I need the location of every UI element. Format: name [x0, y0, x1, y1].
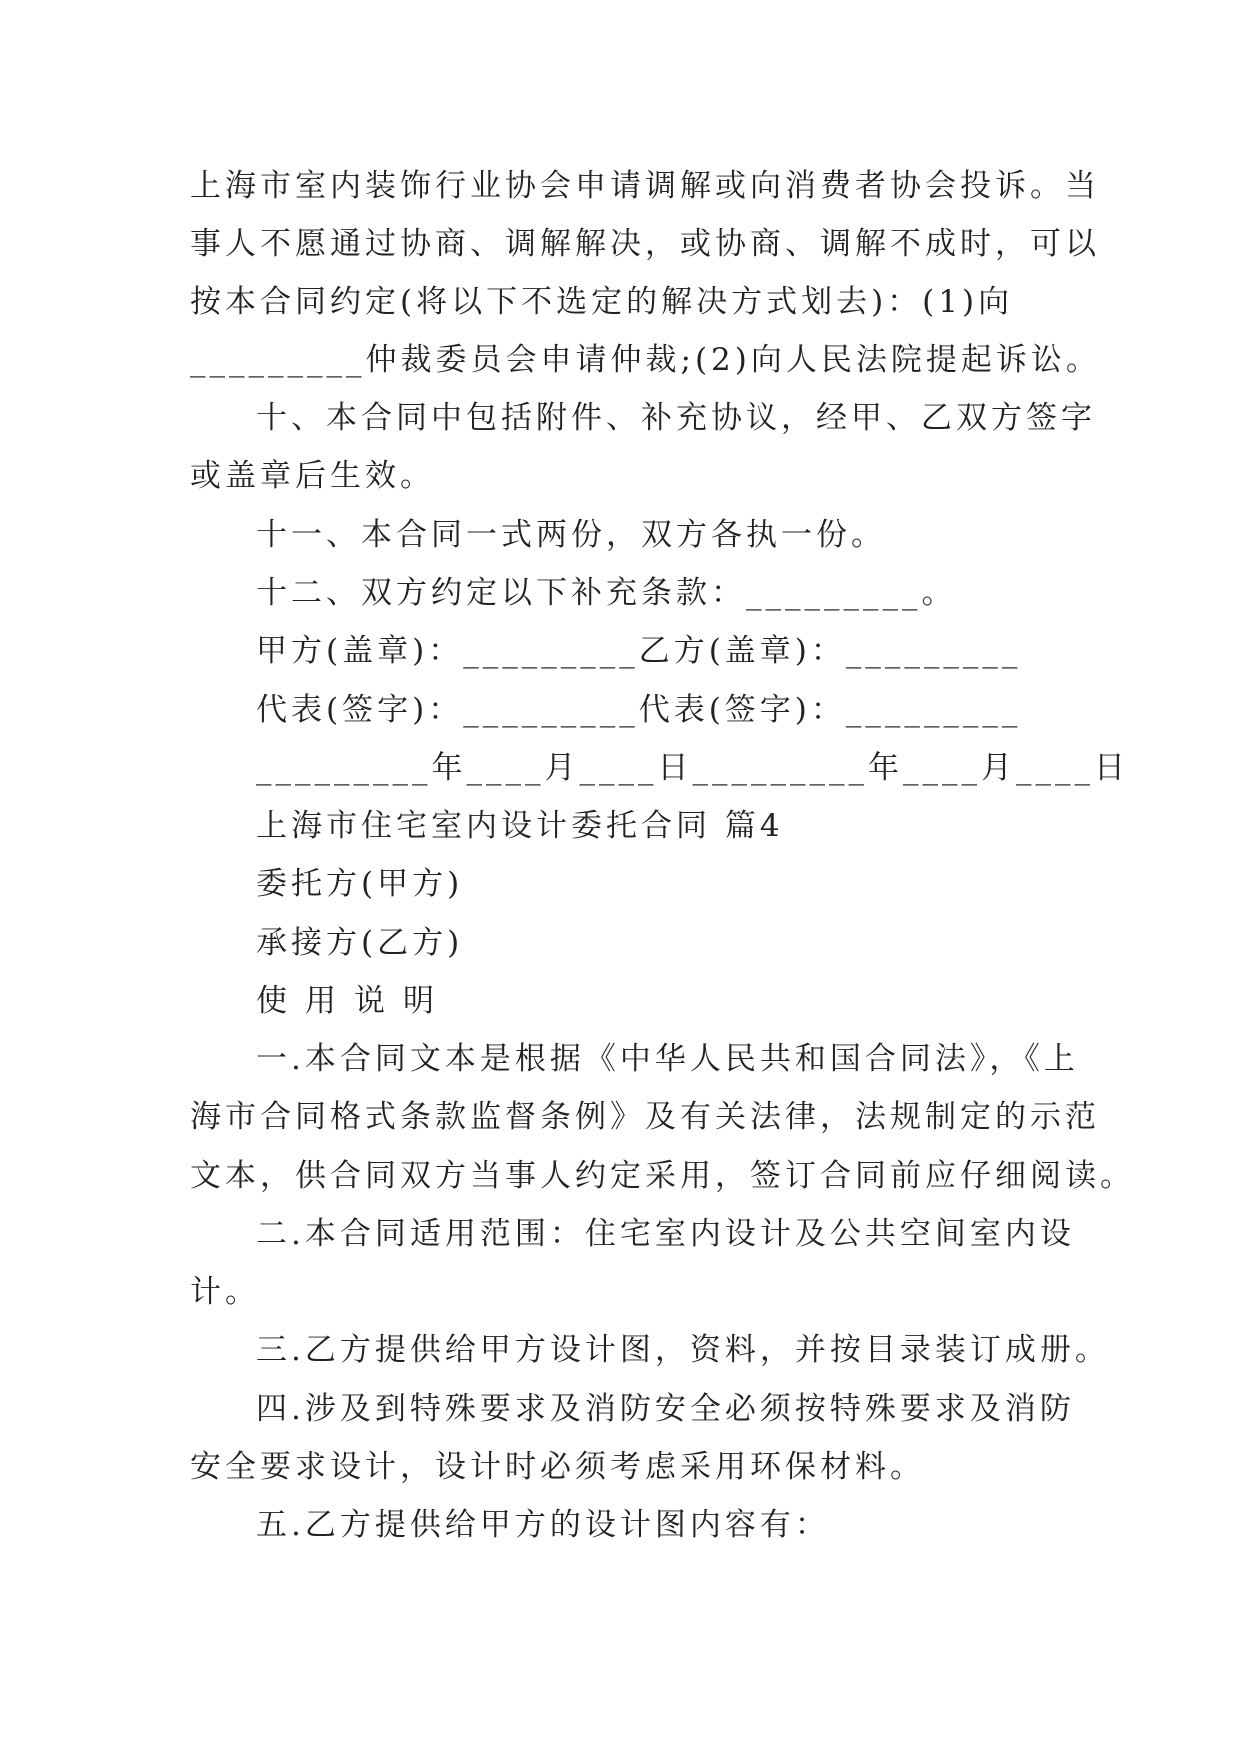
- text-line: 文本，供合同双方当事人约定采用，签订合同前应仔细阅读。: [190, 1158, 1135, 1194]
- text-line: 安全要求设计，设计时必须考虑采用环保材料。: [190, 1449, 925, 1485]
- signature-date-line: _________年____月____日_________年____月____日: [256, 750, 1129, 786]
- text-line: 海市合同格式条款监督条例》及有关法律，法规制定的示范: [190, 1099, 1100, 1135]
- instructions-heading: 使用说明: [256, 983, 452, 1019]
- section-title: 上海市住宅室内设计委托合同 篇4: [256, 808, 784, 844]
- instruction-2: 二.本合同适用范围：住宅室内设计及公共空间室内设: [256, 1216, 1075, 1252]
- party-a-label: 委托方(甲方): [256, 866, 464, 902]
- clause-12: 十二、双方约定以下补充条款：_________。: [256, 575, 957, 611]
- clause-11: 十一、本合同一式两份，双方各执一份。: [256, 517, 886, 553]
- instruction-4: 四.涉及到特殊要求及消防安全必须按特殊要求及消防: [256, 1391, 1075, 1427]
- text-line: 或盖章后生效。: [190, 458, 435, 494]
- signature-representative-line: 代表(签字)：_________代表(签字)：_________: [256, 692, 1022, 728]
- party-b-label: 承接方(乙方): [256, 925, 464, 961]
- text-line: 计。: [190, 1274, 260, 1310]
- instruction-1: 一.本合同文本是根据《中华人民共和国合同法》，《上: [256, 1041, 1079, 1077]
- text-line: 事人不愿通过协商、调解解决，或协商、调解不成时，可以: [190, 226, 1100, 262]
- signature-seal-line: 甲方(盖章)：_________乙方(盖章)：_________: [256, 633, 1022, 669]
- text-line: _________仲裁委员会申请仲裁;(2)向人民法院提起诉讼。: [190, 342, 1101, 378]
- instruction-5: 五.乙方提供给甲方的设计图内容有：: [256, 1507, 830, 1543]
- instruction-3: 三.乙方提供给甲方设计图，资料，并按目录装订成册。: [256, 1332, 1110, 1368]
- text-line: 按本合同约定(将以下不选定的解决方式划去)：(1)向: [190, 284, 1014, 320]
- clause-10: 十、本合同中包括附件、补充协议，经甲、乙双方签字: [256, 400, 1096, 436]
- text-line: 上海市室内装饰行业协会申请调解或向消费者协会投诉。当: [190, 168, 1100, 204]
